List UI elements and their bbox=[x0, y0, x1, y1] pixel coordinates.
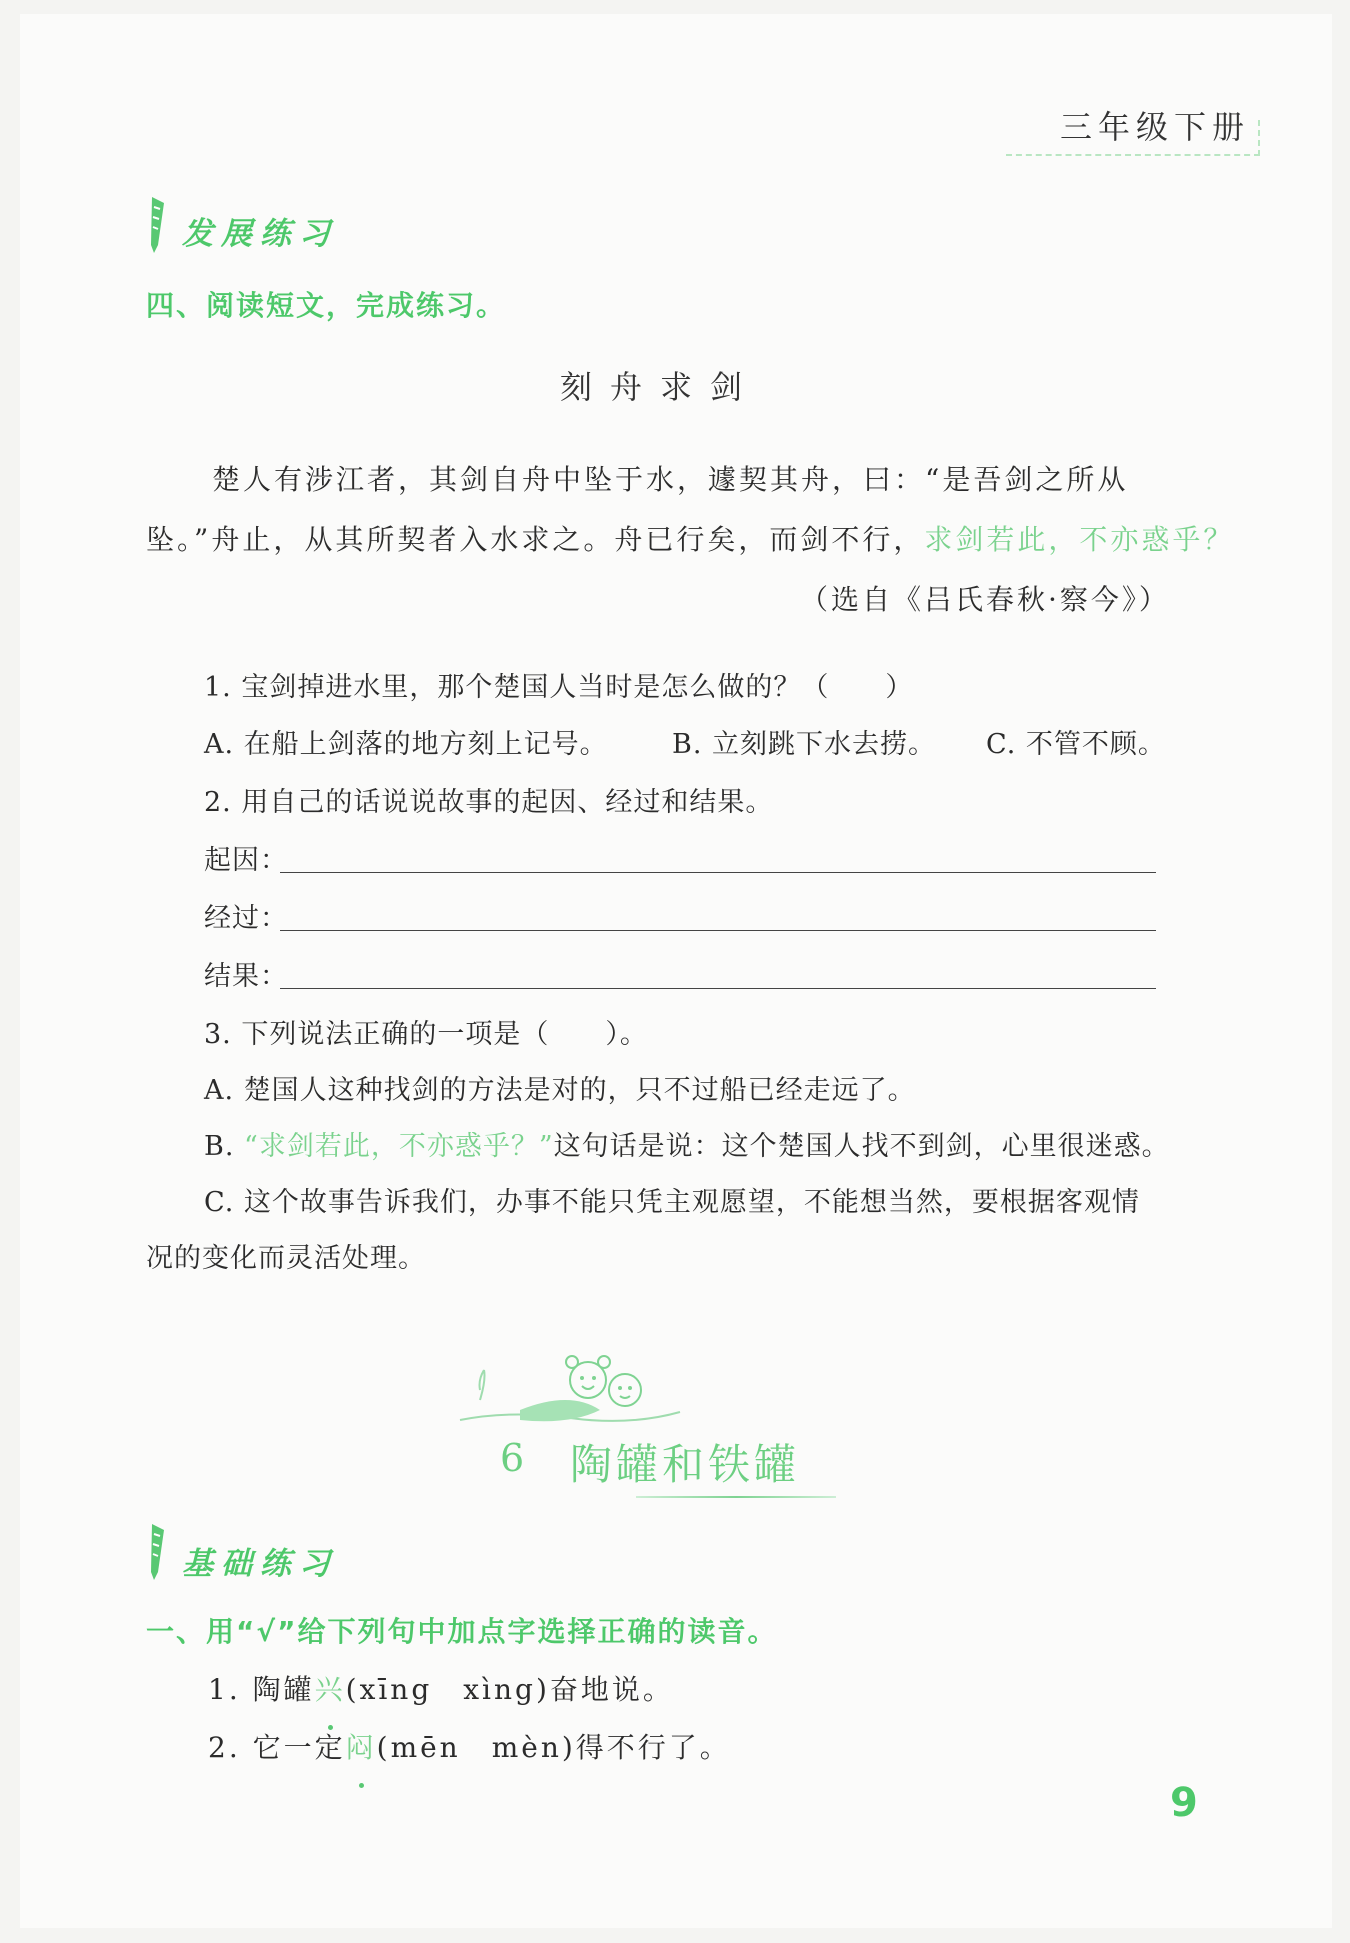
q3-option-a: A. 楚国人这种找剑的方法是对的，只不过船已经走远了。 bbox=[204, 1075, 916, 1106]
q3-option-b-rest: 这句话是说：这个楚国人找不到剑，心里很迷惑。 bbox=[553, 1131, 1170, 1162]
pinyin-item-2-dotted-char: 闷 bbox=[346, 1718, 377, 1778]
lesson-title: 陶罐和铁罐 bbox=[570, 1440, 801, 1489]
lesson-number: 6 bbox=[500, 1436, 525, 1480]
q2-prompt: 2. 用自己的话说说故事的起因、经过和结果。 bbox=[204, 787, 774, 818]
section-heading-development: 发展练习 bbox=[182, 216, 338, 252]
q3-option-b bbox=[204, 1124, 1170, 1163]
section-heading-basic: 基础练习 bbox=[182, 1546, 338, 1582]
pencil-icon bbox=[146, 195, 168, 255]
question-four-heading: 四、阅读短文，完成练习。 bbox=[146, 289, 507, 322]
lesson-title-underline bbox=[636, 1496, 836, 1498]
q3-prompt: 3. 下列说法正确的一项是（ ）。 bbox=[204, 1019, 648, 1050]
grade-label: 三年级下册 bbox=[1060, 108, 1251, 146]
q2-result-answer-line[interactable] bbox=[280, 988, 1156, 989]
pinyin-item-1 bbox=[208, 1660, 674, 1720]
pinyin-item-2-prefix: 2. 它一定 bbox=[208, 1731, 346, 1764]
passage-line-1: 楚人有涉江者，其剑自舟中坠于水，遽契其舟，曰：“是吾剑之所从 bbox=[212, 463, 1129, 496]
q3-option-b-prefix: B. bbox=[204, 1131, 245, 1162]
pinyin-item-2-rest[interactable]: (mēn mèn)得不行了。 bbox=[376, 1731, 731, 1764]
question-one-heading: 一、用“√”给下列句中加点字选择正确的读音。 bbox=[146, 1615, 778, 1648]
children-illustration bbox=[450, 1340, 690, 1440]
q1-option-a: A. 在船上剑落的地方刻上记号。 bbox=[204, 729, 608, 760]
q2-result-label: 结果： bbox=[204, 961, 288, 992]
q1-option-b: B. 立刻跳下水去捞。 bbox=[672, 729, 937, 760]
passage-line-2 bbox=[146, 510, 1234, 570]
q3-option-c-line-2: 况的变化而灵活处理。 bbox=[146, 1243, 426, 1274]
passage-title: 刻舟求剑 bbox=[560, 368, 761, 406]
q2-cause-answer-line[interactable] bbox=[280, 872, 1156, 873]
pencil-icon bbox=[146, 1522, 168, 1582]
q1-option-c: C. 不管不顾。 bbox=[986, 729, 1166, 760]
q3-option-b-quote: “求剑若此，不亦惑乎？” bbox=[244, 1131, 554, 1162]
q2-process-label: 经过： bbox=[204, 903, 288, 934]
pinyin-item-1-dotted-char: 兴 bbox=[315, 1660, 346, 1720]
pinyin-item-1-rest[interactable]: (xīng xìng)奋地说。 bbox=[345, 1673, 674, 1706]
passage-line-2-plain: 坠。”舟止，从其所契者入水求之。舟已行矣，而剑不行， bbox=[146, 523, 925, 556]
passage-highlight: 求剑若此，不亦惑乎？ bbox=[924, 523, 1235, 556]
pinyin-item-1-prefix: 1. 陶罐 bbox=[208, 1673, 315, 1706]
q3-option-c-line-1: C. 这个故事告诉我们，办事不能只凭主观愿望，不能想当然，要根据客观情 bbox=[204, 1187, 1140, 1218]
pinyin-item-2 bbox=[208, 1718, 731, 1778]
q1-prompt: 1. 宝剑掉进水里，那个楚国人当时是怎么做的？（ ） bbox=[204, 672, 914, 703]
page-number: 9 bbox=[1170, 1780, 1198, 1826]
passage-source: （选自《吕氏春秋·察今》） bbox=[800, 583, 1170, 616]
q2-cause-label: 起因： bbox=[204, 845, 288, 876]
q2-process-answer-line[interactable] bbox=[280, 930, 1156, 931]
